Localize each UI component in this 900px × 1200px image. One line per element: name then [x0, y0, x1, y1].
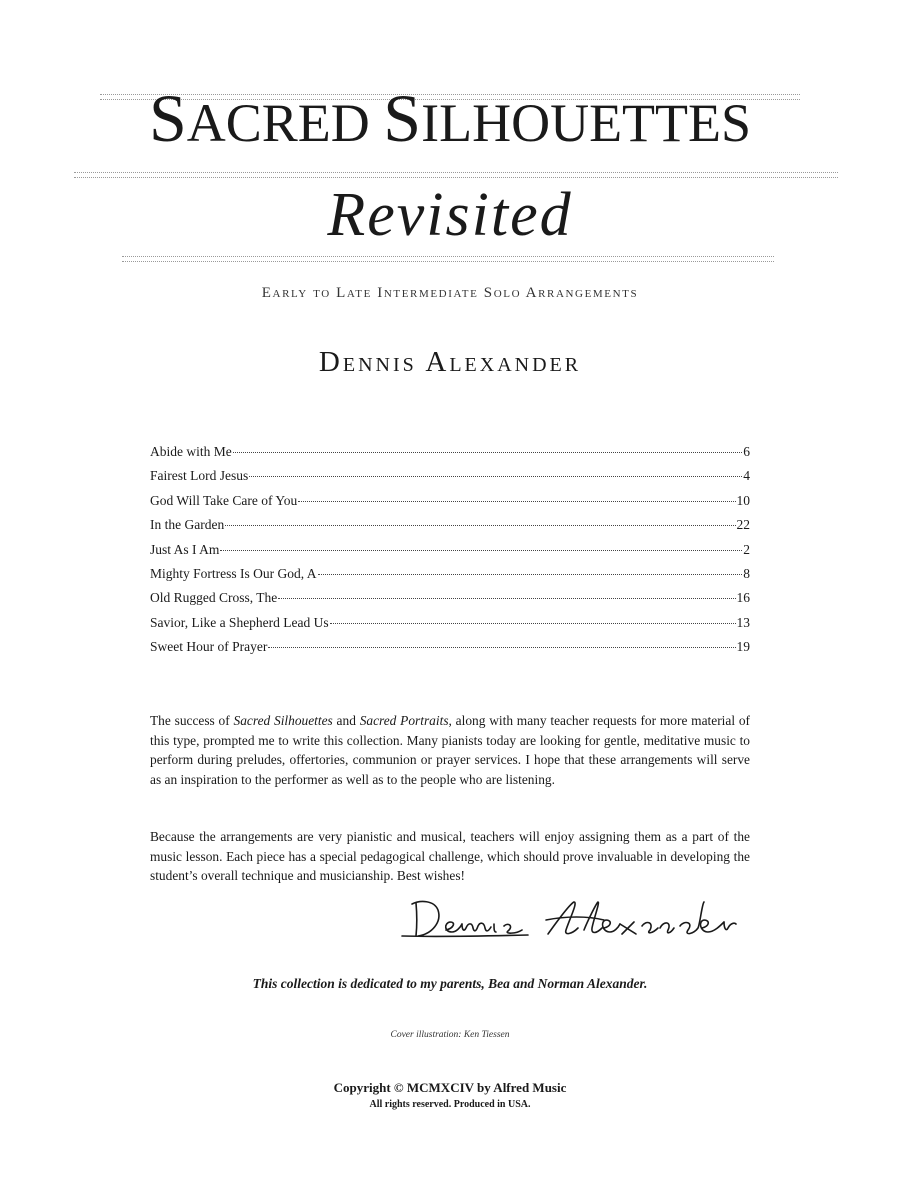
toc-leader-dots	[318, 574, 743, 575]
dedication: This collection is dedicated to my parents, Bea and Norman Alexander.	[252, 976, 648, 991]
rights-statement: All rights reserved. Produced in USA.	[369, 1099, 531, 1110]
toc-title: Fairest Lord Jesus	[150, 468, 249, 484]
toc-row	[150, 566, 750, 590]
toc-row	[150, 542, 750, 566]
intro-paragraph-1	[150, 711, 750, 789]
title-word-1-cap: S	[148, 80, 187, 156]
table-of-contents	[150, 444, 750, 664]
toc-row	[150, 590, 750, 614]
toc-leader-dots	[298, 501, 735, 502]
main-title	[0, 78, 900, 163]
toc-page-number: 6	[743, 444, 750, 459]
toc-page-number: 22	[736, 517, 750, 533]
cover-illustration-credit: Cover illustration: Ken Tiessen	[390, 1030, 510, 1040]
toc-row	[150, 517, 750, 541]
toc-title: Savior, Like a Shepherd Lead Us	[150, 614, 329, 630]
toc-leader-dots	[225, 525, 735, 526]
book-title-sacred-silhouettes: Sacred Silhouettes	[233, 713, 333, 728]
intro-text: , along with many teacher requests for more material of this type, prompted me to write this collection. Many pianists today are looking for gentle, meditative music to perform during preludes, offertories, communion or prayer services. I hope that these arrangements will serve as an inspiration to the performer as well as to the people who are listening.	[150, 713, 750, 787]
toc-page-number: 2	[743, 541, 750, 557]
toc-row	[150, 615, 750, 639]
title-word-1-rest: ACRED	[186, 93, 384, 153]
toc-page-number: 19	[736, 639, 750, 655]
intro-text: The success of	[150, 713, 234, 728]
toc-title: In the Garden	[150, 517, 225, 533]
toc-page-number: 8	[743, 565, 750, 581]
toc-leader-dots	[249, 476, 742, 477]
toc-row	[150, 639, 750, 663]
toc-title: Sweet Hour of Prayer	[150, 639, 268, 655]
book-title-sacred-portraits: Sacred Portraits	[359, 713, 449, 728]
toc-title: Mighty Fortress Is Our God, A	[150, 565, 317, 581]
toc-leader-dots	[268, 647, 735, 648]
toc-leader-dots	[278, 598, 735, 599]
author-signature	[398, 890, 738, 950]
toc-title: Just As I Am	[150, 541, 220, 557]
toc-row	[150, 444, 750, 468]
intro-text: and	[332, 713, 360, 728]
intro-paragraph-2: Because the arrangements are very pianistic and musical, teachers will enjoy assigning them as a part of the music lesson. Each piece has a special pedagogical challenge, which should prove invaluable in developing the student’s overall technique and musicianship. Best wishes!	[150, 829, 750, 884]
toc-title: God Will Take Care of You	[150, 492, 298, 508]
toc-page-number: 16	[736, 590, 750, 606]
subtitle-revisited: Revisited	[327, 181, 573, 249]
toc-leader-dots	[220, 550, 742, 551]
toc-page-number: 10	[736, 492, 750, 508]
copyright-notice: Copyright © MCMXCIV by Alfred Music	[333, 1080, 567, 1095]
toc-row	[150, 468, 750, 492]
toc-row	[150, 493, 750, 517]
title-word-2-cap: S	[383, 80, 422, 156]
title-middle-rule	[74, 172, 838, 178]
toc-title: Old Rugged Cross, The	[150, 590, 278, 606]
toc-leader-dots	[330, 623, 736, 624]
title-bottom-rule	[122, 256, 774, 262]
title-word-2-rest: ILHOUETTES	[421, 93, 752, 153]
toc-leader-dots	[233, 452, 743, 453]
toc-title: Abide with Me	[150, 444, 232, 459]
arrangement-level-subtitle: Early to Late Intermediate Solo Arrangements	[261, 285, 639, 301]
toc-page-number: 13	[736, 614, 750, 630]
toc-page-number: 4	[743, 468, 750, 484]
author-name: Dennis Alexander	[318, 346, 582, 378]
